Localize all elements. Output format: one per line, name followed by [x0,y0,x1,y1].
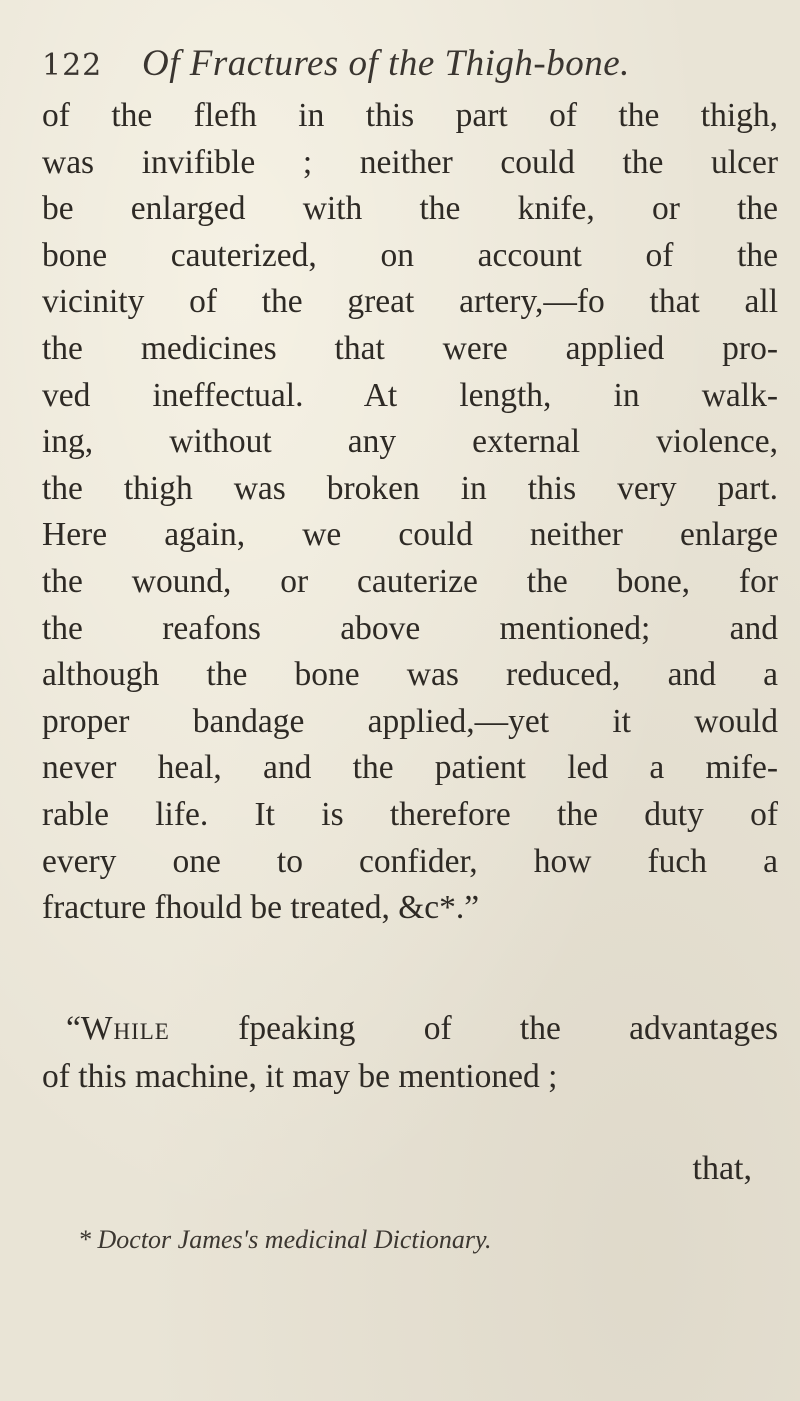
running-title: Of Fractures of the Thigh-bone. [142,43,630,84]
text-line: of this machine, it may be mentioned ; [42,1058,558,1095]
text-line: ing, without any external violence, [42,423,778,461]
text-line: be enlarged with the knife, or the [42,190,778,228]
text-line: the thigh was broken in this very part. [42,469,778,507]
paragraph-2 [42,1005,778,1101]
smallcaps-word: While [80,1010,170,1047]
catchword: that, [692,1150,752,1187]
text-line: fracture fhould be treated, &c*.” [42,889,480,927]
text-line: the medicines that were applied pro- [42,329,778,367]
text-line: bone cauterized, on account of the [42,236,778,274]
text-line: never heal, and the patient led a mife- [42,749,778,787]
footnote: * Doctor James's medicinal Dictionary. [78,1225,492,1254]
text-line: the reafons above mentioned; and [42,609,778,647]
text-line: the wound, or cauterize the bone, for [42,562,778,600]
text-line: although the bone was reduced, and a [42,656,778,694]
text-line: of the flefh in this part of the thigh, [42,97,778,134]
running-head [42,42,782,90]
text-line: ved ineffectual. At length, in walk- [42,376,778,414]
text-line: rable life. It is therefore the duty of [42,795,778,833]
text-line: Here again, we could neither enlarge [42,516,778,554]
text-line: proper bandage applied,—yet it would [42,702,778,740]
text-line: every one to confider, how fuch a [42,842,778,880]
text-line: was invifible ; neither could the ulcer [42,143,778,181]
text-line: vicinity of the great artery,—fo that all [42,283,778,321]
text-line: “While fpeaking of the advantages [66,1010,778,1047]
page-number: 122 [42,48,103,83]
paragraph-1 [42,93,778,932]
